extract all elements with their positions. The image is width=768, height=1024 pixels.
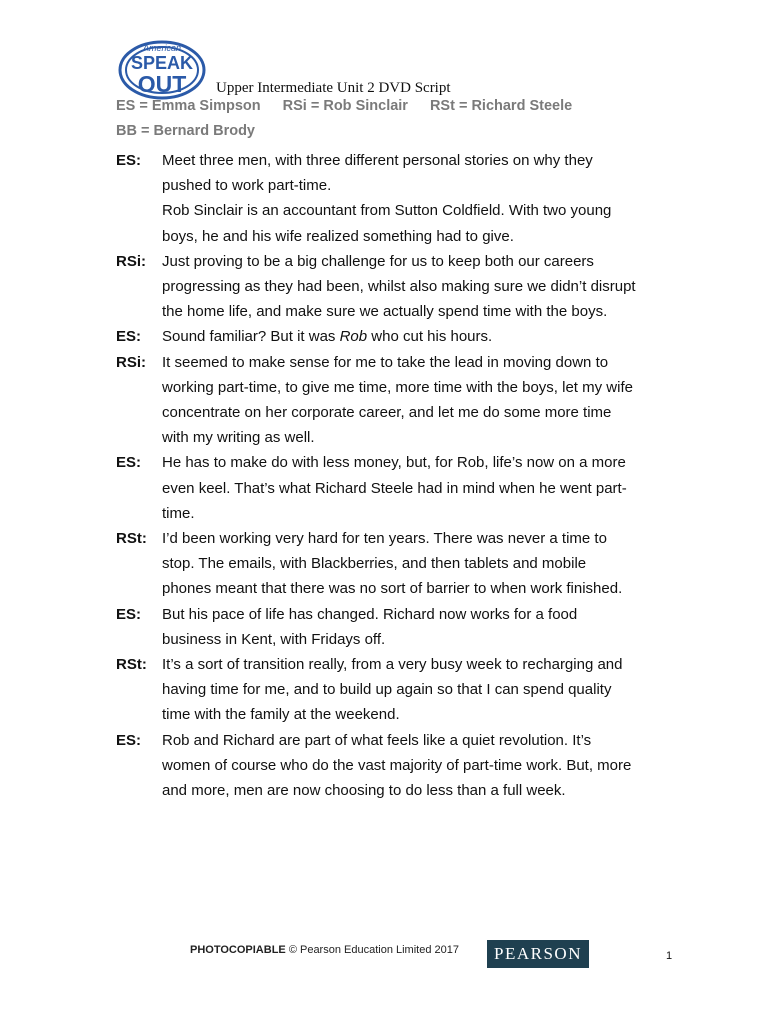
document-title: Upper Intermediate Unit 2 DVD Script — [216, 80, 451, 96]
dialogue-line: progressing as they had been, whilst also making sure we didn’t disrupt — [162, 278, 636, 296]
dialogue-line: time with the family at the weekend. — [162, 706, 400, 724]
dialogue-line: pushed to work part-time. — [162, 177, 332, 195]
dialogue-line: Rob and Richard are part of what feels like a quiet revolution. It’s — [162, 731, 592, 749]
speaker-label: ES: — [116, 605, 142, 623]
dialogue-entry — [116, 324, 656, 349]
dialogue-line: He has to make do with less money, but, for Rob, life’s now on a more — [162, 454, 626, 472]
page-number: 1 — [666, 950, 673, 962]
speaker-label: RSt: — [116, 656, 147, 674]
speaker-label: ES: — [116, 454, 142, 472]
dialogue-line: working part-time, to give me time, more time with the boys, let my wife — [162, 378, 633, 396]
footer-copyright — [190, 944, 459, 956]
dialogue-line: It’s a sort of transition really, from a very busy week to recharging and — [162, 656, 623, 674]
dialogue-entry — [116, 450, 656, 526]
speaker-label: ES: — [116, 152, 142, 169]
dialogue-entry — [116, 652, 656, 728]
dialogue-line: Meet three men, with three different personal stories on why they — [162, 152, 593, 169]
speaker-legend — [116, 98, 594, 114]
dialogue-line: with my writing as well. — [162, 429, 315, 447]
dialogue-line: Just proving to be a big challenge for us to keep both our careers — [162, 252, 594, 270]
dialogue-line: concentrate on her corporate career, and let me do some more time — [162, 404, 612, 422]
dialogue-entry — [116, 728, 656, 804]
legend-bb: BB = Bernard Brody — [116, 123, 255, 139]
dialogue-line: business in Kent, with Fridays off. — [162, 630, 386, 648]
photocopiable-label: PHOTOCOPIABLE — [190, 944, 286, 956]
dialogue-entry — [116, 602, 656, 652]
dialogue-line: It seemed to make sense for me to take the lead in moving down to — [162, 353, 609, 371]
dialogue-entry — [116, 249, 656, 325]
dialogue-line: women of course who do the vast majority of part-time work. But, more — [162, 756, 632, 774]
dialogue-line: phones meant that there was no sort of barrier to when work finished. — [162, 580, 623, 598]
dialogue-script — [116, 148, 656, 803]
dialogue-line: the home life, and make sure we actually spend time with the boys. — [162, 303, 608, 321]
logo-brand-top: American — [142, 43, 182, 53]
dialogue-entry — [116, 526, 656, 602]
dialogue-line: having time for me, and to build up again so that I can spend quality — [162, 681, 612, 699]
legend-rst: RSt = Richard Steele — [429, 98, 573, 114]
dialogue-line: But his pace of life has changed. Richard now works for a food — [162, 605, 578, 623]
dialogue-line: boys, he and his wife realized something had to give. — [162, 227, 514, 245]
speaker-legend-2 — [116, 123, 277, 139]
dialogue-line: I’d been working very hard for ten years. There was never a time to — [162, 530, 607, 548]
legend-es: ES = Emma Simpson — [116, 98, 261, 114]
legend-rsi: RSi = Rob Sinclair — [282, 98, 408, 114]
copyright-text: © Pearson Education Limited 2017 — [288, 944, 459, 956]
speaker-label: RSi: — [116, 252, 146, 270]
speaker-label: ES: — [116, 731, 142, 749]
dialogue-line: even keel. That’s what Richard Steele had in mind when he went part- — [162, 479, 627, 497]
speaker-label: ES: — [116, 328, 142, 346]
dialogue-line: Sound familiar? But it was Rob who cut his hours. — [162, 328, 493, 346]
speakout-logo — [116, 40, 208, 100]
dialogue-line: time. — [162, 504, 195, 522]
logo-brand-bot: OUT — [137, 71, 187, 97]
dialogue-entry — [116, 148, 656, 249]
dialogue-line: and more, men are now choosing to do less than a full week. — [162, 782, 566, 800]
speaker-label: RSi: — [116, 353, 146, 371]
logo-brand-mid: SPEAK — [130, 53, 194, 73]
pearson-logo: PEARSON — [487, 940, 589, 968]
dialogue-line: stop. The emails, with Blackberries, and then tablets and mobile — [162, 555, 587, 573]
dialogue-line: Rob Sinclair is an accountant from Sutton Coldfield. With two young — [162, 202, 612, 220]
speaker-label: RSt: — [116, 530, 147, 548]
dialogue-entry — [116, 350, 656, 451]
